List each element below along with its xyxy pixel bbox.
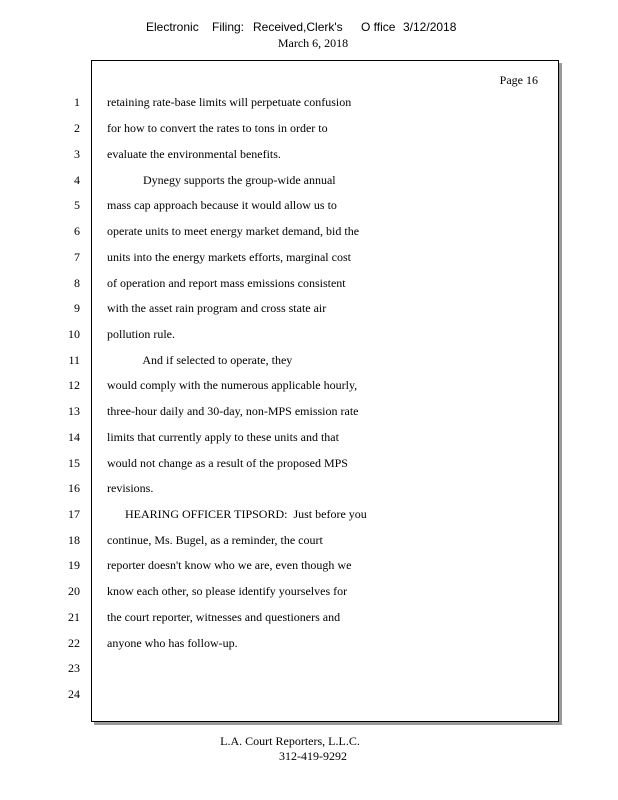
transcript-line: the court reporter, witnesses and questioners and [107, 610, 341, 624]
line-number: 17 [68, 507, 80, 521]
transcript-line: retaining rate-base limits will perpetuate confusion [107, 95, 352, 109]
line-number: 15 [68, 456, 80, 470]
transcript-line: for how to convert the rates to tons in order to [107, 121, 328, 135]
line-number: 21 [68, 610, 80, 624]
line-number: 22 [68, 636, 80, 650]
line-number: 13 [68, 404, 80, 418]
transcript-line: Dynegy supports the group-wide annual [107, 173, 336, 187]
stamp-received-clerks: Received,Clerk's [253, 20, 343, 34]
line-number: 11 [68, 353, 80, 367]
line-number: 8 [74, 276, 80, 290]
line-number: 23 [68, 661, 80, 675]
hearing-date: March 6, 2018 [277, 36, 349, 50]
line-number: 24 [68, 687, 80, 701]
stamp-electronic: Electronic [146, 20, 199, 34]
line-number: 14 [68, 430, 80, 444]
line-number: 6 [74, 224, 80, 238]
page-number: Page 16 [499, 73, 538, 87]
transcript-line: would comply with the numerous applicable hourly, [107, 378, 358, 392]
stamp-office: O ffice [361, 20, 396, 34]
court-reporter-company: L.A. Court Reporters, L.L.C. [220, 734, 360, 748]
line-number: 9 [74, 301, 80, 315]
transcript-line: And if selected to operate, they [107, 353, 293, 367]
transcript-line: operate units to meet energy market demand, bid the [107, 224, 360, 238]
transcript-line: revisions. [107, 481, 154, 495]
line-number: 10 [68, 327, 80, 341]
line-number: 19 [68, 558, 80, 572]
transcript-line: limits that currently apply to these units and that [107, 430, 339, 444]
line-number: 18 [68, 533, 80, 547]
line-number: 3 [74, 147, 80, 161]
transcript-line: know each other, so please identify yourselves for [107, 584, 348, 598]
stamp-filing: Filing: [212, 20, 245, 34]
filing-stamp [0, 20, 618, 36]
line-number: 5 [74, 198, 80, 212]
transcript-line: anyone who has follow-up. [107, 636, 238, 650]
line-number: 2 [74, 121, 80, 135]
line-number: 16 [68, 481, 80, 495]
transcript-line: units into the energy markets efforts, marginal cost [107, 250, 351, 264]
transcript-line: HEARING OFFICER TIPSORD: Just before you [107, 507, 367, 521]
line-number: 4 [74, 173, 80, 187]
line-number: 12 [68, 378, 80, 392]
line-number: 7 [74, 250, 80, 264]
transcript-line: evaluate the environmental benefits. [107, 147, 281, 161]
transcript-line: mass cap approach because it would allow us to [107, 198, 337, 212]
line-number: 20 [68, 584, 80, 598]
transcript-line: with the asset rain program and cross state air [107, 301, 327, 315]
stamp-date: 3/12/2018 [403, 20, 457, 34]
transcript-line: continue, Ms. Bugel, as a reminder, the court [107, 533, 323, 547]
court-reporter-phone: 312-419-9292 [279, 749, 347, 763]
transcript-line: reporter doesn't know who we are, even though we [107, 558, 352, 572]
transcript-line: pollution rule. [107, 327, 175, 341]
transcript-line: three-hour daily and 30-day, non-MPS emission rate [107, 404, 359, 418]
transcript-line: of operation and report mass emissions consistent [107, 276, 346, 290]
line-number: 1 [74, 95, 80, 109]
transcript-line: would not change as a result of the proposed MPS [107, 456, 348, 470]
